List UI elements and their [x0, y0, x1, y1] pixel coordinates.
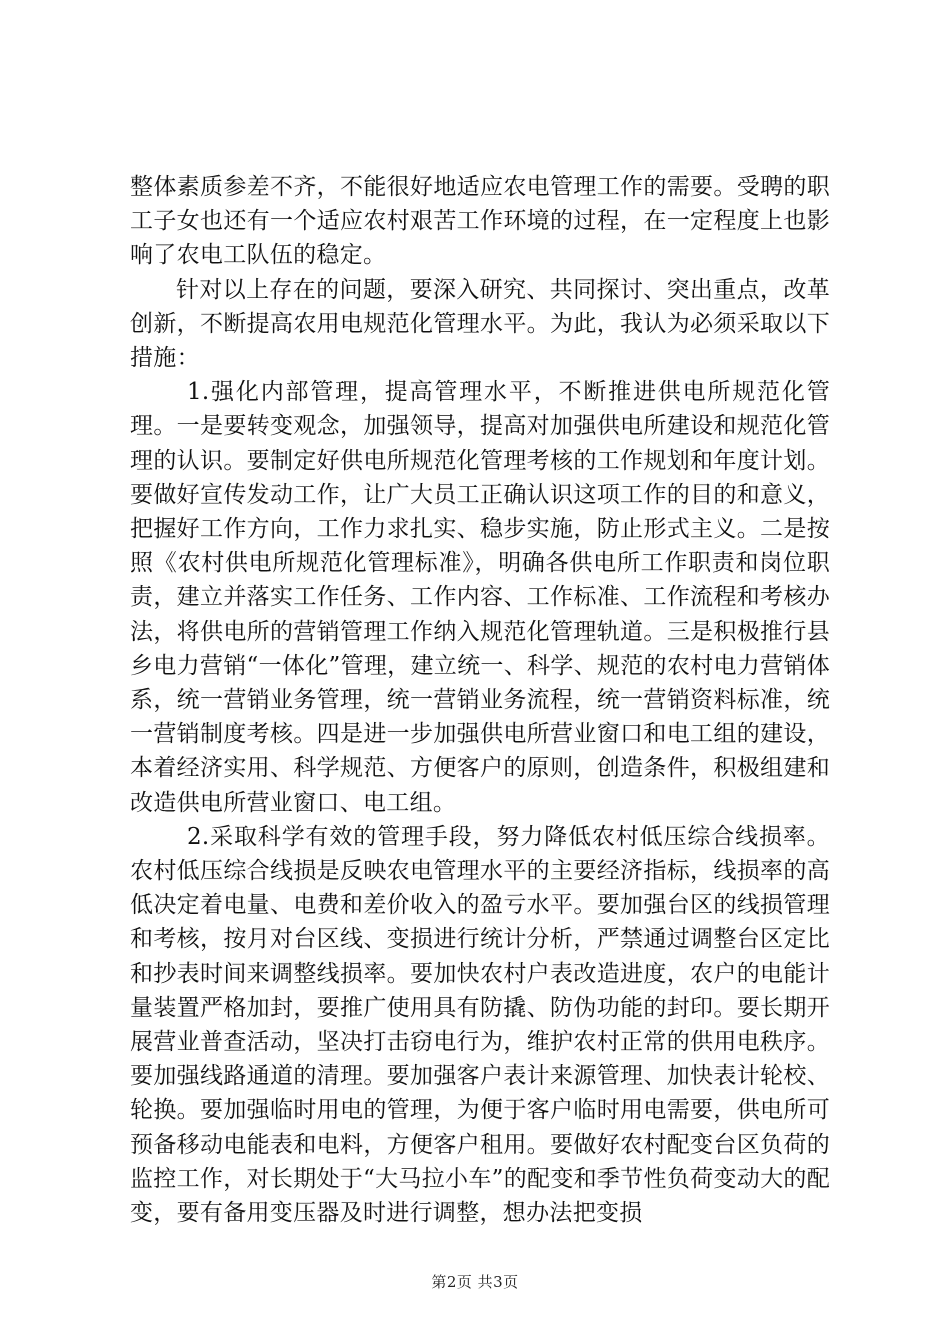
page-footer: 第2页 共3页: [431, 1273, 519, 1291]
paragraph-measure-2: 2.采取科学有效的管理手段，努力降低农村低压综合线损率。农村低压综合线损是反映农电管理水平的主要经济指标，线损率的高低决定着电量、电费和差价收入的盈亏水平。要加强台区的线损管理和考核，按月对台区线、变损进行统计分析，严禁通过调整台区定比和抄表时间来调整线损率。要加快农村户表改造进度，农户的电能计量装置严格加封，要推广使用具有防撬、防伪功能的封印。要长期开展营业普查活动，坚决打击窃电行为，维护农村正常的供用电秩序。要加强线路通道的清理。要加强客户表计来源管理、加快表计轮校、轮换。要加强临时用电的管理，为便于客户临时用电需要，供电所可预备移动电能表和电料，方便客户租用。要做好农村配变台区负荷的监控工作，对长期处于“大马拉小车”的配变和季节性负荷变动大的配变，要有备用变压器及时进行调整，想办法把变损: [130, 823, 830, 1227]
paragraph-measure-1: 1.强化内部管理，提高管理水平，不断推进供电所规范化管理。一是要转变观念，加强领导，提高对加强供电所建设和规范化管理的认识。要制定好供电所规范化管理考核的工作规划和年度计划。要做好宣传发动工作，让广大员工正确认识这项工作的目的和意义，把握好工作方向，工作力求扎实、稳步实施，防止形式主义。二是按照《农村供电所规范化管理标准》，明确各供电所工作职责和岗位职责，建立并落实工作任务、工作内容、工作标准、工作流程和考核办法，将供电所的营销管理工作纳入规范化管理轨道。三是积极推行县乡电力营销“一体化”管理，建立统一、科学、规范的农村电力营销体系，统一营销业务管理，统一营销业务流程，统一营销资料标准，统一营销制度考核。四是进一步加强供电所营业窗口和电工组的建设，本着经济实用、科学规范、方便客户的原则，创造条件，积极组建和改造供电所营业窗口、电工组。: [130, 379, 830, 816]
document-body: [130, 170, 830, 1230]
paragraph-intro-measures: 针对以上存在的问题，要深入研究、共同探讨、突出重点，改革创新，不断提高农用电规范化管理水平。为此，我认为必须采取以下措施：: [130, 276, 830, 372]
paragraph-continuation: 整体素质参差不齐，不能很好地适应农电管理工作的需要。受聘的职工子女也还有一个适应农村艰苦工作环境的过程，在一定程度上也影响了农电工队伍的稳定。: [130, 174, 830, 269]
